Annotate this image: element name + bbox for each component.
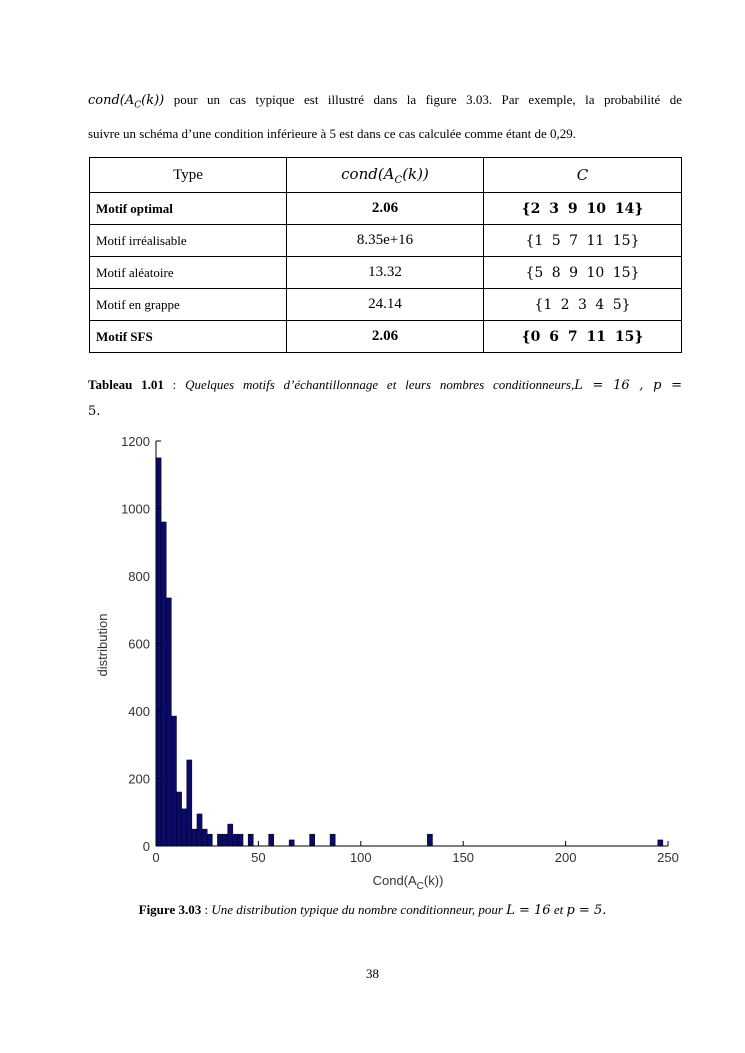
cell-type: Motif irréalisable <box>90 225 287 257</box>
figure-caption-math1: L = 16 <box>506 903 551 918</box>
cell-cond: 8.35e+16 <box>287 225 484 257</box>
table-caption-math: L = 16 , p = <box>574 378 683 393</box>
histogram-bar <box>228 824 233 846</box>
cell-set: {2 3 9 10 14} <box>484 193 682 225</box>
y-tick-label: 200 <box>128 771 150 787</box>
figure-caption-text: Une distribution typique du nombre conditionneur, pour <box>211 902 503 917</box>
header-cond: $cond(A_C(k))$ <box>287 158 484 193</box>
cell-set: {5 8 9 10 15} <box>484 257 682 289</box>
y-tick-label: 800 <box>128 569 150 584</box>
intro-line2: suivre un schéma d’une condition inférieure à 5 est dans ce cas calculée comme étant de 0,29. <box>88 125 577 141</box>
figure-caption-et: et <box>553 902 564 917</box>
cell-set: {0 6 7 11 15} <box>484 321 682 353</box>
x-tick-label: 150 <box>452 850 475 865</box>
cell-type: Motif aléatoire <box>90 257 287 289</box>
histogram-bar <box>192 829 197 846</box>
y-tick-label: 1200 <box>121 434 150 449</box>
histogram-bar <box>156 458 161 846</box>
cell-cond: 13.32 <box>287 257 484 289</box>
histogram-bar <box>171 716 176 846</box>
cell-set: {1 2 3 4 5} <box>484 289 682 321</box>
x-tick-label: 100 <box>349 850 372 865</box>
figure-caption-label: Figure 3.03 <box>138 902 202 917</box>
histogram-bar <box>238 834 243 846</box>
histogram-bar <box>310 834 315 846</box>
histogram-bar <box>161 522 166 846</box>
chart-ylabel: distribution <box>95 613 110 677</box>
cell-cond: 24.14 <box>287 289 484 321</box>
y-tick-label: 600 <box>128 636 150 652</box>
x-tick-label: 0 <box>152 850 160 865</box>
x-tick-label: 200 <box>554 850 577 865</box>
x-tick-label: 50 <box>251 850 266 865</box>
table-caption: Tableau 1.01 : Quelques motifs d’échantillonnage et leurs nombres conditionneurs,L = 16 , p = 5. <box>88 372 682 425</box>
page-number: 38 <box>366 966 379 981</box>
x-tick-label: 250 <box>657 850 679 865</box>
cell-set: {1 5 7 11 15} <box>484 225 682 257</box>
cell-type: Motif en grappe <box>90 289 287 321</box>
intro-math: $cond(A_C(k))$ <box>88 93 165 111</box>
cell-cond: 2.06 <box>287 193 484 225</box>
histogram-bar <box>207 834 212 846</box>
header-type: Type <box>90 158 287 193</box>
figure-caption: Figure 3.03 : Une distribution typique du nombre conditionneur, pour L = 16 et p = 5. <box>138 902 607 918</box>
histogram-bar <box>176 792 181 846</box>
y-tick-label: 0 <box>142 839 150 854</box>
histogram-bar <box>289 840 294 846</box>
histogram-bar <box>202 829 207 846</box>
y-tick-label: 1000 <box>121 501 150 517</box>
histogram-bar <box>233 834 238 846</box>
intro-line1: pour un cas typique est illustré dans la figure 3.03. Par exemple, la probabilité de <box>164 92 682 107</box>
cell-type: Motif optimal <box>90 193 287 225</box>
cell-cond: 2.06 <box>287 321 484 353</box>
histogram-bar <box>197 814 202 846</box>
histogram-bar <box>658 840 663 846</box>
cell-type: Motif SFS <box>90 321 287 353</box>
table-caption-line2: 5. <box>88 404 101 419</box>
chart-xlabel: $Cond(A_C(k))$ <box>372 873 444 892</box>
histogram-bar <box>166 598 171 846</box>
y-tick-label: 400 <box>128 704 150 719</box>
histogram-bar <box>223 834 228 846</box>
histogram-bar <box>269 834 274 846</box>
figure-caption-math2: p = 5. <box>566 903 607 918</box>
histogram-bar <box>182 809 187 846</box>
histogram-bar <box>248 834 253 846</box>
histogram-bar <box>330 834 335 846</box>
header-c: C <box>484 158 682 193</box>
table-caption-text: Quelques motifs d’échantillonnage et leurs nombres conditionneurs, <box>185 377 575 392</box>
histogram-bar <box>217 834 222 846</box>
histogram-bar <box>427 834 432 846</box>
table-caption-label: Tableau 1.01 <box>88 377 164 392</box>
histogram-bar <box>187 760 192 846</box>
